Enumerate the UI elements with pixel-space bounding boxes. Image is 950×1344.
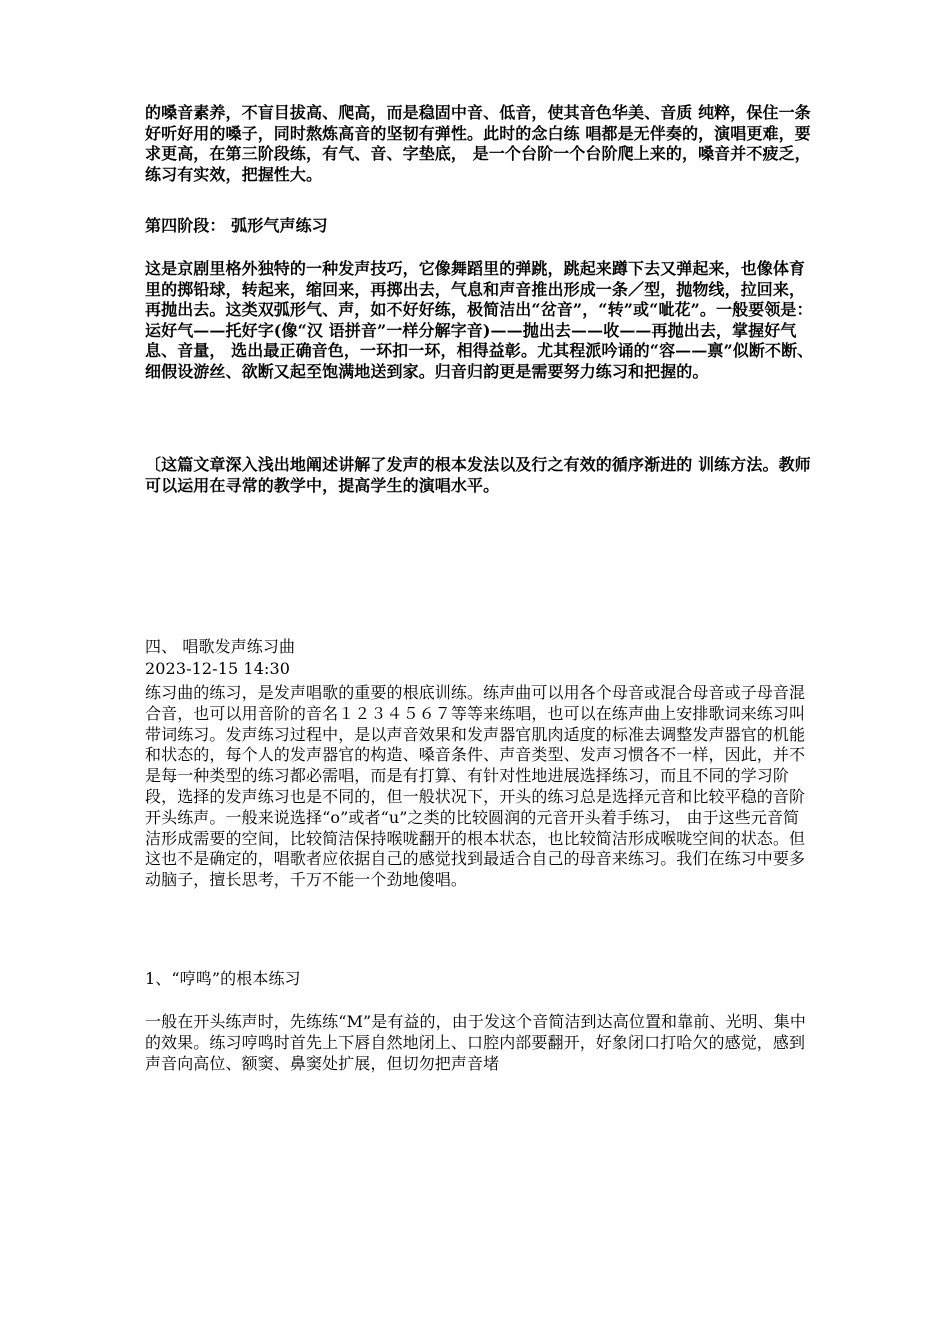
section1-heading: 1、“哼鸣”的根本练习 [145, 969, 301, 988]
article-title: 四、 唱歌发声练习曲 [145, 637, 296, 656]
paragraph-voice-training: 的嗓音素养，不盲目拔高、爬高，而是稳固中音、低音，使其音色华美、音质 纯粹，保住一条好听好用的嗓子，同时熬炼高音的坚韧有弹性。此时的念白练 唱都是无伴奏的，演唱更难，要求更高，在第三阶段练，有气、音、字垫底， 是一个台阶一个台阶爬上来的，嗓音并不疲乏，练习有实效，把握性大。 [145, 103, 811, 184]
intro-paragraph: 练习曲的练习，是发声唱歌的重要的根底训练。练声曲可以用各个母音或混合母音或子母音混合音，也可以用音阶的音名１２３４５６７等等来练唱，也可以在练声曲上安排歌词来练习叫带词练习。发声练习过程中，是以声音效果和发声器官肌肉适度的标准去调整发声器官的机能和状态的，每个人的发声器官的构造、嗓音条件、声音类型、发声习惯各不一样，因此，并不是每一种类型的练习都必需唱，而是有打算、有针对性地进展选择练习，而且不同的学习阶段，选择的发声练习也是不同的，但一般状况下，开头的练习总是选择元音和比较平稳的音阶开头练声。一般来说选择“o”或者“u”之类的比较圆润的元音开头着手练习， 由于这些元音简洁形成需要的空间，比较简洁保持喉咙翻开的根本状态，也比较简洁形成喉咙空间的状态。但这也不是确定的，唱歌者应依据自己的感觉找到最适合自己的母音来练习。我们在练习中要多动脑子，擅长思考，千万不能一个劲地傻唱。 [145, 683, 806, 890]
summary-paragraph: 〔这篇文章深入浅出地阐述讲解了发声的根本发法以及行之有效的循序渐进的 训练方法。教师可以运用在寻常的教学中，提高学生的演唱水平。 [145, 455, 811, 495]
section1-paragraph: 一般在开头练声时，先练练“M”是有益的，由于发这个音简洁到达高位置和靠前、光明、集中的效果。练习哼鸣时首先上下唇自然地闭上、口腔内部要翻开，好象闭口打哈欠的感觉，感到声音向高位、额窦、鼻窦处扩展，但切勿把声音堵 [145, 1012, 806, 1073]
article-datetime: 2023-12-15 14:30 [145, 659, 291, 678]
stage4-paragraph: 这是京剧里格外独特的一种发声技巧，它像舞蹈里的弹跳，跳起来蹲下去又弹起来，也像体育里的掷铅球，转起来，缩回来，再掷出去，气息和声音推出形成一条／型，抛物线，拉回来，再抛出去。这类双弧形气、声，如不好好练，极简洁出“岔音”，“转”或“呲花”。一般要领是：运好气——托好字(像“汉 语拼音”一样分解字音)——抛出去——收——再抛出去，掌握好气息、音量， 选出最正确音色，一环扣一环，相得益彰。尤其程派吟诵的“容——禀”似断不断、细假设游丝、欲断又起至饱满地送到家。归音归韵更是需要努力练习和把握的。 [145, 259, 814, 381]
stage4-heading: 第四阶段： 弧形气声练习 [145, 216, 328, 235]
